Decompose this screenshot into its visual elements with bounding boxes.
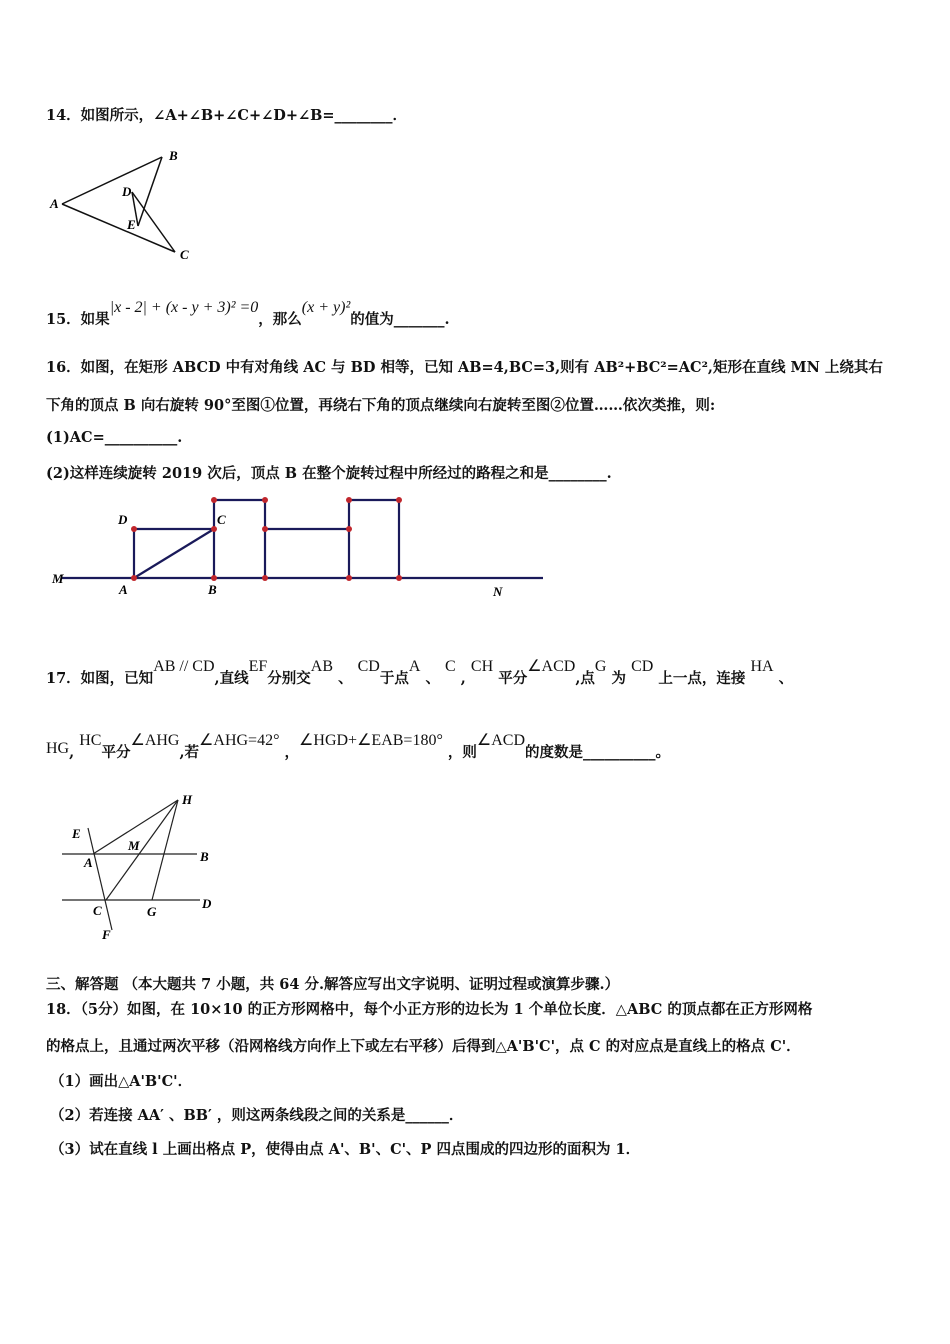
math: CH: [470, 658, 494, 675]
label-c: C: [180, 247, 189, 262]
question-18-part2: （2）若连接 AA′ 、BB′ ，则这两条线段之间的关系是______．: [50, 1107, 464, 1124]
figure-16: [62, 500, 543, 578]
text: 、: [338, 670, 353, 687]
vertex-points: [131, 497, 402, 581]
section-3-heading: 三、解答题 （本大题共 7 小题，共 64 分.解答应写出文字说明、证明过程或演算步骤.）: [46, 976, 620, 993]
math: HA: [750, 658, 774, 675]
label-c: C: [93, 903, 102, 918]
text: 平分: [101, 744, 131, 761]
question-17-line2: [46, 732, 671, 762]
text: 上一点，连接: [658, 670, 746, 687]
label-f: F: [102, 927, 111, 942]
text: 分别交: [267, 670, 311, 687]
label-e: E: [127, 217, 136, 232]
question-16-part1: (1)AC=__________.: [46, 429, 183, 446]
text: 于点: [379, 670, 409, 687]
question-18-part3: （3）试在直线 l 上画出格点 P，使得由点 A'、B'、C'、P 四点围成的四边形的面积为 1．: [50, 1141, 641, 1158]
label-g: G: [147, 904, 157, 919]
text: 的值为_______.: [350, 311, 450, 328]
text: ,: [460, 670, 466, 687]
math: CD: [357, 658, 380, 675]
text: 15．如果: [46, 311, 110, 328]
math: AB: [310, 658, 333, 675]
text: 、: [778, 670, 794, 687]
question-18-line1: 18．（5分）如图，在 10×10 的正方形网格中，每个小正方形的边长为 1 个单位长度．△ABC 的顶点都在正方形网格: [46, 1001, 813, 1018]
question-18-part1: （1）画出△A'B'C'．: [50, 1073, 193, 1090]
question-16-part2: (2)这样连续旋转 2019 次后，顶点 B 在整个旋转过程中所经过的路程之和是________.: [46, 465, 612, 482]
text: 平分: [498, 670, 528, 687]
math: A: [408, 658, 421, 675]
question-15: [46, 299, 450, 329]
question-14: 14．如图所示，∠A+∠B+∠C+∠D+∠B=________．: [46, 107, 408, 124]
label-h: H: [182, 792, 193, 807]
question-17-line1: [46, 658, 794, 688]
label-e: E: [72, 826, 81, 841]
label-n: N: [493, 584, 503, 599]
label-b: B: [169, 148, 178, 163]
math: ∠HGD+∠EAB=180°: [299, 732, 443, 749]
expression: (x + y)²: [301, 299, 351, 316]
question-16-line2: 下角的顶点 B 向右旋转 90°至图①位置，再绕右下角的顶点继续向右旋转至图②位置……依次类推，则:: [46, 397, 716, 414]
label-d: D: [118, 512, 128, 527]
math: HG: [46, 740, 70, 757]
text: ,点: [575, 670, 595, 687]
label-a: A: [119, 582, 128, 597]
label-b: B: [208, 582, 217, 597]
text: ，: [284, 744, 300, 761]
label-a: A: [84, 855, 93, 870]
label-d: D: [202, 896, 212, 911]
label-m: M: [128, 838, 140, 853]
text: 为: [611, 670, 627, 687]
label-m: M: [52, 571, 64, 586]
label-a: A: [50, 196, 59, 211]
text: 的度数是__________。: [525, 744, 671, 761]
text: ,若: [179, 744, 200, 761]
math: EF: [248, 658, 268, 675]
text: ,: [69, 744, 75, 761]
text: 17．如图，已知: [46, 670, 154, 687]
math: G: [594, 658, 607, 675]
math: ∠ACD: [527, 658, 576, 675]
question-16-line1: 16．如图，在矩形 ABCD 中有对角线 AC 与 BD 相等，已知 AB=4,BC=3,则有 AB²+BC²=AC²,矩形在直线 MN 上绕其右: [46, 359, 883, 376]
label-b: B: [200, 849, 209, 864]
text: ，则: [447, 744, 477, 761]
math: ∠AHG=42°: [199, 732, 280, 749]
equation: |x - 2| + (x - y + 3)² =0: [109, 299, 259, 316]
math: AB // CD: [153, 658, 215, 675]
math: CD: [631, 658, 654, 675]
math: ∠AHG: [130, 732, 180, 749]
text: ,直线: [214, 670, 249, 687]
question-18-line2: 的格点上，且通过两次平移（沿网格线方向作上下或左右平移）后得到△A'B'C'，点 C 的对应点是直线上的格点 C'．: [46, 1038, 801, 1055]
text: ，那么: [258, 311, 302, 328]
math: ∠ACD: [476, 732, 526, 749]
math: C: [445, 658, 456, 675]
label-c: C: [217, 512, 226, 527]
label-d: D: [122, 184, 132, 199]
figure-17: [62, 800, 200, 930]
text: 、: [425, 670, 440, 687]
math: HC: [79, 732, 102, 749]
